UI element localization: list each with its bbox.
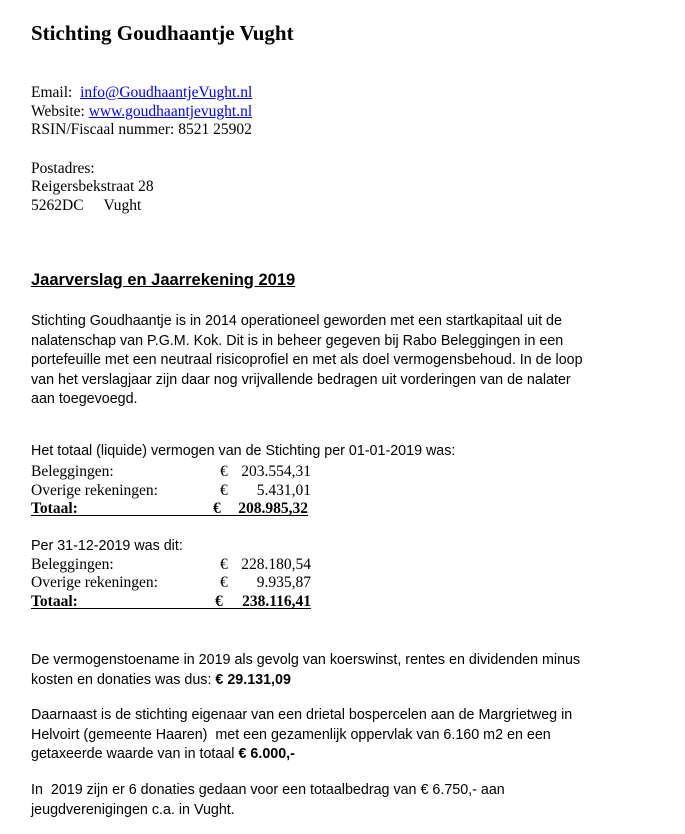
growth-value: € 29.131,09 [215,671,291,688]
currency-symbol: € [213,500,221,517]
growth-line: De vermogenstoename in 2019 als gevolg van koerswinst, rentes en dividenden minus [31,652,581,668]
donations-line: jeugdverenigingen c.a. in Vught. [31,801,235,818]
land-paragraph [31,706,572,765]
land-line [31,745,572,765]
land-line: Helvoirt (gemeente Haaren) met een gezamenlijk oppervlak van 6.160 m2 en een [31,726,551,743]
address-street: Reigersbekstraat 28 [31,178,154,195]
website-link[interactable]: www.goudhaantjevught.nl [88,103,253,120]
land-value: € 6.000,- [238,746,295,762]
balance-end-heading: Per 31-12-2019 was dit: [31,538,183,554]
land-text: getaxeerde waarde van in totaal [31,746,235,762]
currency-symbol: € [220,574,228,591]
land-line: Daarnaast is de stichting eigenaar van een drietal bospercelen aan de Margrietweg in [31,707,573,723]
row-amount: 9.935,87 [256,574,311,591]
row-amount: 228.180,54 [241,556,311,573]
intro-paragraph [31,312,583,410]
address-label: Postadres: [31,160,95,177]
row-amount: 203.554,31 [241,463,311,480]
intro-line: Stichting Goudhaantje is in 2014 operationeel geworden met een startkapitaal uit de [31,313,562,329]
section-title: Jaarverslag en Jaarrekening 2019 [31,271,296,289]
intro-line: portefeuille met een neutraal risicoprofiel en met als doel vermogensbehoud. In de loop [31,352,583,368]
address-city: Vught [103,197,142,214]
address-city-line [31,197,141,216]
row-label: Beleggingen: [31,556,114,573]
growth-text: kosten en donaties was dus: [31,671,212,688]
intro-line: aan toegevoegd. [31,391,138,407]
growth-paragraph [31,651,580,690]
currency-symbol: € [215,593,223,610]
rsin-line: RSIN/Fiscaal nummer: 8521 25902 [31,121,252,138]
total-label: Totaal: [31,593,78,610]
growth-line [31,671,580,691]
total-amount: 238.116,41 [242,593,311,610]
email-line [31,84,252,103]
intro-line: nalatenschap van P.G.M. Kok. Dit is in beheer gegeven bij Rabo Beleggingen in een [31,332,564,349]
total-amount: 208.985,32 [238,500,308,517]
currency-symbol: € [220,482,228,499]
email-label: Email: [31,84,73,101]
balance-start-heading: Het totaal (liquide) vermogen van de Stichting per 01-01-2019 was: [31,443,456,459]
email-link[interactable]: info@GoudhaantjeVught.nl [80,84,253,101]
intro-line: van het verslagjaar zijn daar nog vrijvallende bedragen uit vorderingen van de nalater [31,371,571,388]
website-label: Website: [31,103,85,120]
total-label: Totaal: [31,500,78,517]
page-title: Stichting Goudhaantje Vught [31,21,294,45]
row-label: Overige rekeningen: [31,574,158,591]
donations-line: In 2019 zijn er 6 donaties gedaan voor een totaalbedrag van € 6.750,- aan [31,782,505,798]
row-label: Beleggingen: [31,463,114,480]
address-postcode: 5262DC [31,197,84,214]
donations-paragraph [31,781,505,820]
row-amount: 5.431,01 [256,482,311,499]
row-label: Overige rekeningen: [31,482,158,499]
website-line [31,103,252,122]
currency-symbol: € [220,556,228,573]
currency-symbol: € [220,463,228,480]
